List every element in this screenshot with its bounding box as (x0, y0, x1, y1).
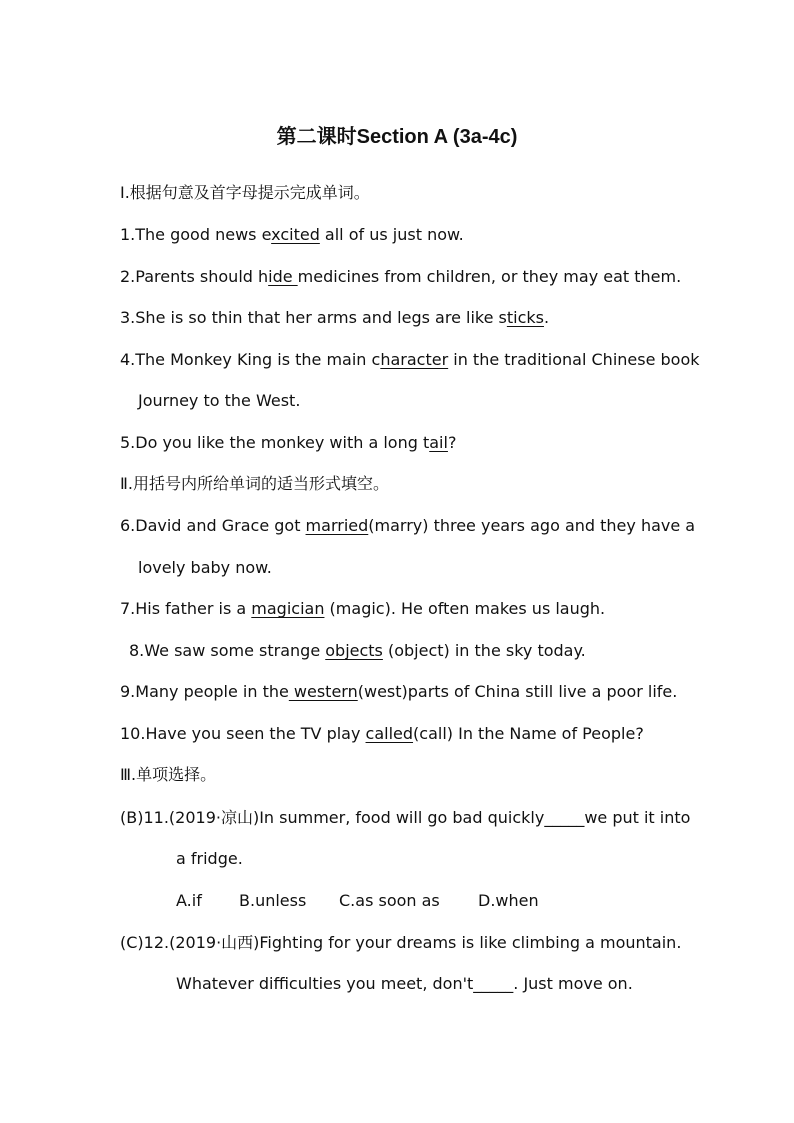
question-3: 3.She is so thin that her arms and legs are like sticks. (120, 308, 550, 327)
question-4: 4.The Monkey King is the main character in the traditional Chinese book (120, 350, 700, 369)
answer-2: ide (268, 267, 298, 286)
answer-5: ail (429, 433, 448, 452)
option-d: D.when (478, 891, 539, 910)
answer-8: objects (325, 641, 383, 660)
question-12-continued: Whatever difficulties you meet, don't_____. Just move on. (176, 974, 633, 993)
question-2: 2.Parents should hide medicines from children, or they may eat them. (120, 267, 682, 286)
question-1: 1.The good news excited all of us just now. (120, 225, 464, 244)
question-12: (C)12.(2019·山西)Fighting for your dreams is like climbing a mountain. (120, 933, 682, 952)
answer-9: western (288, 682, 358, 701)
blank-11: _____ (544, 808, 585, 827)
question-10: 10.Have you seen the TV play called(call) In the Name of People? (120, 724, 644, 743)
answer-4: haracter (380, 350, 449, 369)
answer-7: magician (251, 599, 325, 618)
question-11-continued: a fridge. (176, 849, 243, 868)
question-4-continued: Journey to the West. (138, 391, 301, 410)
question-6-continued: lovely baby now. (138, 558, 272, 577)
question-11: (B)11.(2019·凉山)In summer, food will go bad quickly_____we put it into (120, 808, 691, 827)
answer-10: called (365, 724, 414, 743)
page-title: 第二课时Section A (3a-4c) (276, 126, 518, 148)
option-c: C.as soon as (339, 891, 440, 910)
answer-1: xcited (271, 225, 320, 244)
answer-3: ticks (506, 308, 544, 327)
section-2-heading: Ⅱ.用括号内所给单词的适当形式填空。 (120, 474, 389, 493)
section-1-heading: Ⅰ.根据句意及首字母提示完成单词。 (120, 183, 370, 202)
question-7: 7.His father is a magician (magic). He often makes us laugh. (120, 599, 606, 618)
option-a: A.if (176, 891, 202, 910)
question-6: 6.David and Grace got married(marry) three years ago and they have a (120, 516, 696, 535)
question-8: 8.We saw some strange objects (object) in the sky today. (129, 641, 586, 660)
question-9: 9.Many people in the western(west)parts of China still live a poor life. (120, 682, 678, 701)
option-b: B.unless (239, 891, 307, 910)
answer-6: married (305, 516, 369, 535)
blank-12: _____ (473, 974, 514, 993)
question-5: 5.Do you like the monkey with a long tail? (120, 433, 457, 452)
section-3-heading: Ⅲ.单项选择。 (120, 765, 217, 784)
